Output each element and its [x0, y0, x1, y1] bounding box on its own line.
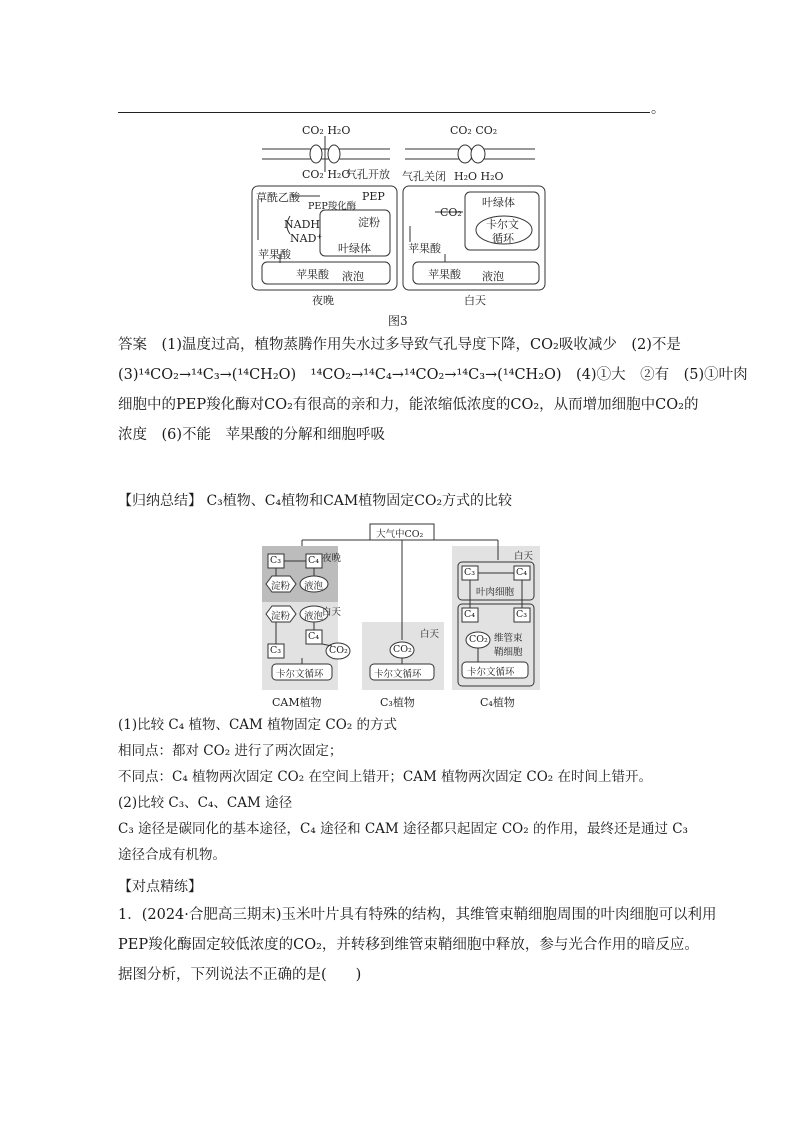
cam-calvin: 卡尔文循环 — [276, 669, 324, 680]
summary-line: 相同点：都对 CO₂ 进行了两次固定； — [118, 743, 343, 759]
c3-plant-label: C₃植物 — [380, 696, 415, 709]
summary-heading: 【归纳总结】 C₃植物、C₄植物和CAM植物固定CO₂方式的比较 — [118, 493, 513, 509]
stoma-open-label: 气孔开放 — [346, 168, 390, 181]
night-co2-h2o-bottom: CO₂ H₂O — [302, 168, 351, 181]
pep-enzyme-label: PEP羧化酶 — [308, 201, 357, 212]
oxaloacetate-label: 草酰乙酸 — [256, 191, 300, 204]
nadh-label: NADH — [284, 218, 320, 231]
c3plant-day: 白天 — [420, 629, 440, 640]
calvin-line2: 循环 — [492, 232, 514, 245]
practice-heading: 【对点精练】 — [118, 879, 202, 895]
cam-starch-mid: 淀粉 — [271, 611, 291, 622]
night-vacuole-label: 液泡 — [342, 270, 364, 283]
day-chloroplast-label: 叶绿体 — [482, 196, 515, 209]
cam-night: 夜晚 — [322, 553, 342, 564]
cam-vacuole-top: 液泡 — [304, 581, 324, 592]
night-label: 夜晚 — [312, 294, 334, 307]
c4plant-calvin: 卡尔文循环 — [467, 667, 515, 678]
answer-line: (3)¹⁴CO₂→¹⁴C₃→(¹⁴CH₂O) ¹⁴CO₂→¹⁴C₄→¹⁴CO₂→¹⁴C₃→(¹⁴CH₂O) (4)①大 ②有 (5)①叶肉 — [118, 367, 748, 383]
calvin-line1: 卡尔文 — [486, 218, 519, 231]
c3plant-calvin: 卡尔文循环 — [374, 669, 422, 680]
cam-c3-top: C₃ — [270, 555, 282, 566]
answer-line: 细胞中的PEP羧化酶对CO₂有很高的亲和力，能浓缩低浓度的CO₂，从而增加细胞中CO₂的 — [118, 397, 699, 413]
summary-line: 不同点：C₄ 植物两次固定 CO₂ 在空间上错开；CAM 植物两次固定 CO₂ 在时间上错开。 — [118, 769, 653, 785]
cam-vacuole-mid: 液泡 — [304, 611, 324, 622]
night-malate-label: 苹果酸 — [258, 248, 291, 261]
cam-plant-label: CAM植物 — [272, 696, 322, 709]
night-malate-vacuole-label: 苹果酸 — [296, 268, 329, 281]
c4plant-c4-top: C₄ — [516, 567, 528, 578]
question-line: 1．(2024·合肥高三期末)玉米叶片具有特殊的结构，其维管束鞘细胞周围的叶肉细胞可以利用 — [118, 907, 717, 923]
c4plant-c4-mid: C₄ — [464, 609, 476, 620]
day-h2o-bottom: H₂O H₂O — [454, 170, 504, 183]
practice-question — [118, 900, 717, 990]
comparison-diagram — [262, 520, 542, 710]
day-co2-top: CO₂ CO₂ — [450, 124, 498, 137]
c4plant-bundle-1: 维管束 — [494, 633, 523, 644]
nad-label: NAD⁺ — [290, 232, 323, 245]
answer-line: 答案 (1)温度过高，植物蒸腾作用失水过多导致气孔导度下降，CO₂吸收减少 (2)不是 — [118, 337, 681, 353]
summary-line: (2)比较 C₃、C₄、CAM 途径 — [118, 795, 293, 811]
cam-c4-mid: C₄ — [308, 631, 320, 642]
day-vacuole-label: 液泡 — [482, 270, 504, 283]
cam-c3-bottom: C₃ — [270, 645, 282, 656]
c4plant-c3-top: C₃ — [464, 567, 476, 578]
summary-text — [118, 712, 688, 868]
c4plant-mesophyll: 叶肉细胞 — [476, 587, 515, 598]
c4plant-day: 白天 — [514, 551, 534, 562]
cam-c4-top: C₄ — [308, 555, 320, 566]
figure-3-caption: 图3 — [388, 314, 408, 328]
pep-label: PEP — [362, 190, 385, 203]
question-line: 据图分析，下列说法不正确的是( ) — [118, 967, 362, 983]
day-malate-label: 苹果酸 — [408, 242, 441, 255]
summary-line: C₃ 途径是碳同化的基本途径，C₄ 途径和 CAM 途径都只起固定 CO₂ 的作用，最终还是通过 C₃ — [118, 821, 688, 837]
cam-starch-top: 淀粉 — [271, 581, 291, 592]
day-label: 白天 — [464, 294, 486, 307]
summary-line: 途径合成有机物。 — [118, 847, 226, 863]
c4plant-bundle-2: 鞘细胞 — [494, 647, 523, 658]
answer-line: 浓度 (6)不能 苹果酸的分解和细胞呼吸 — [118, 427, 386, 443]
c4plant-co2: CO₂ — [469, 634, 488, 645]
stoma-closed-label: 气孔关闭 — [402, 170, 446, 183]
atmosphere-co2: 大气中CO₂ — [376, 529, 424, 540]
question-line: PEP羧化酶固定较低浓度的CO₂，并转移到维管束鞘细胞中释放，参与光合作用的暗反应。 — [118, 937, 699, 953]
summary-line: (1)比较 C₄ 植物、CAM 植物固定 CO₂ 的方式 — [118, 717, 398, 733]
night-chloroplast-label: 叶绿体 — [338, 242, 371, 255]
answer-paragraph — [118, 330, 748, 450]
day-malate-vacuole-label: 苹果酸 — [428, 268, 461, 281]
figure-3 — [250, 122, 550, 332]
cam-co2: CO₂ — [329, 645, 348, 656]
line-end-mark: 。 — [651, 101, 665, 117]
c4plant-c3-mid: C₃ — [516, 609, 528, 620]
starch-label: 淀粉 — [358, 216, 380, 229]
night-co2-h2o-top: CO₂ H₂O — [302, 124, 351, 137]
answer-blank-line — [118, 112, 650, 113]
day-co2-label: CO₂ — [440, 206, 462, 219]
cam-day: 白天 — [322, 607, 342, 618]
c4-plant-label: C₄植物 — [480, 696, 515, 709]
c3plant-co2: CO₂ — [393, 644, 412, 655]
